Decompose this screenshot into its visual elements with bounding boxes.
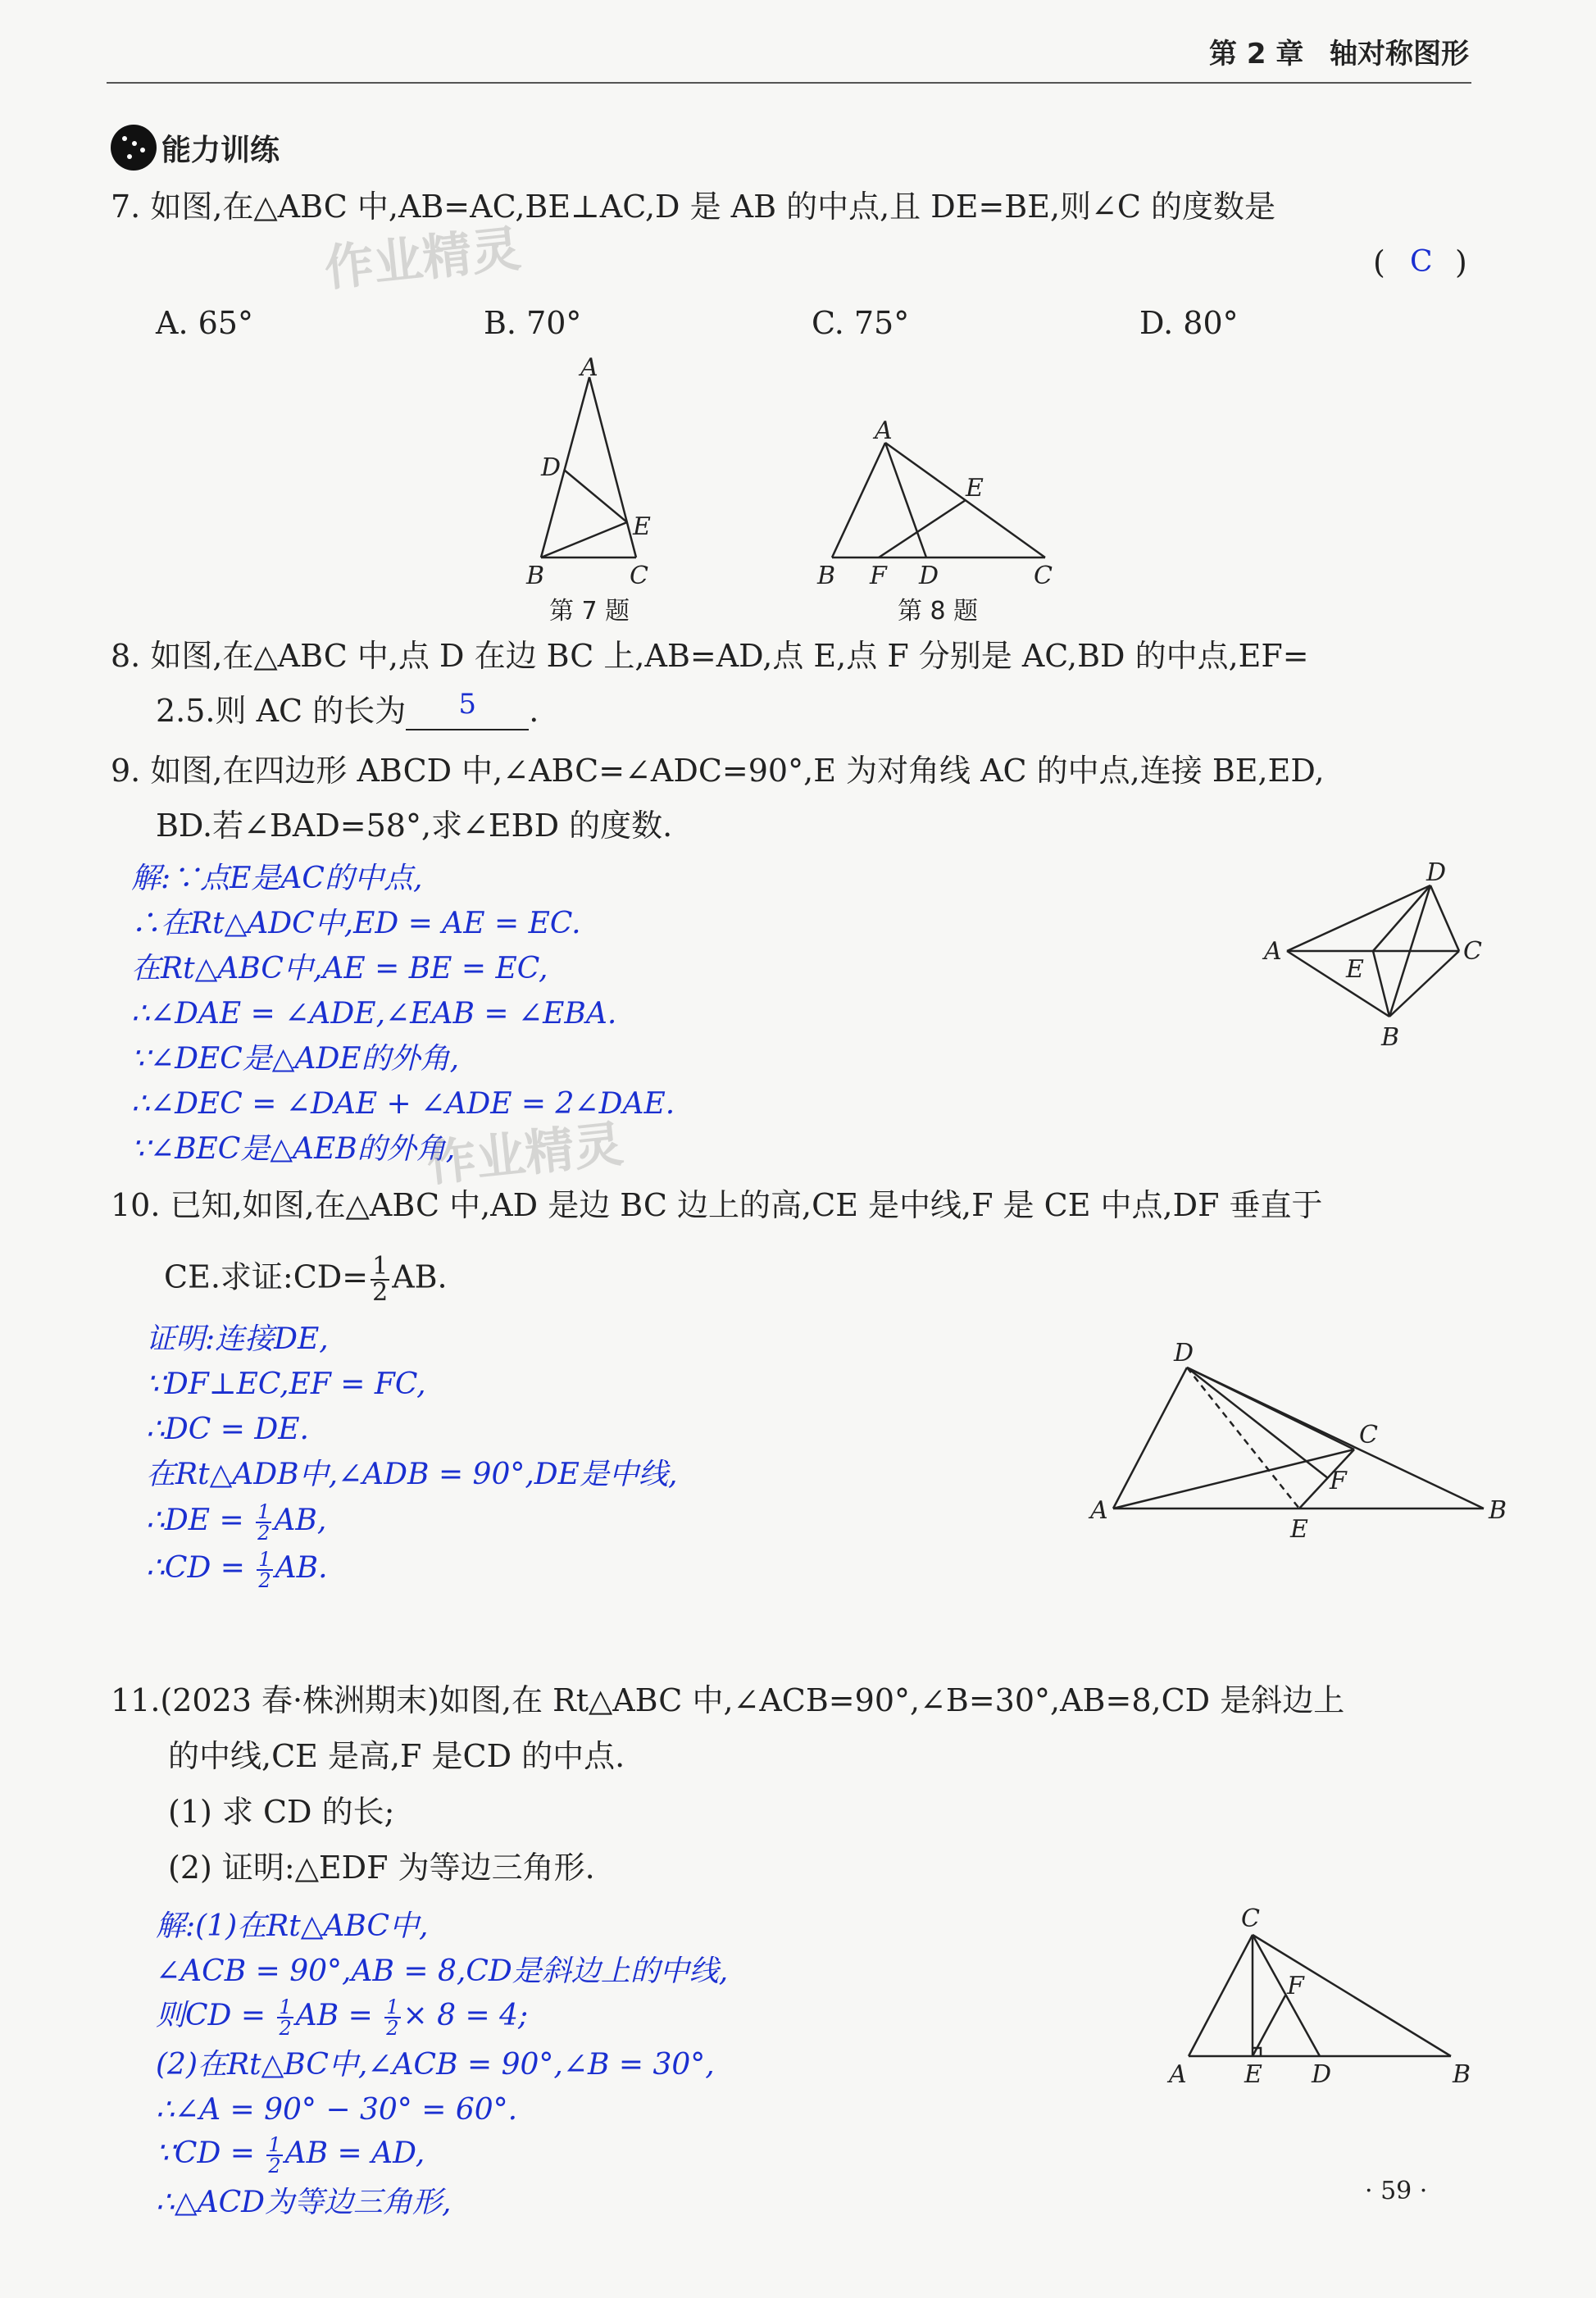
q10-sol-5-before: ∴DE = xyxy=(146,1504,254,1537)
q8-label-c: C xyxy=(1034,562,1053,590)
q11-part2: (2) 证明:△EDF 为等边三角形. xyxy=(168,1850,595,1886)
q7-figure xyxy=(508,353,689,590)
q11-stem: 11.(2023 春·株洲期末)如图,在 Rt△ABC 中,∠ACB=90°,∠B=30°,AB=8,CD 是斜边上 xyxy=(111,1682,1345,1718)
q10-sol-6-num: 1 xyxy=(258,1548,271,1571)
q11-sol-3-num2: 1 xyxy=(386,1995,399,2018)
q10-line-da xyxy=(1113,1367,1187,1508)
q11-part1: (1) 求 CD 的长; xyxy=(168,1794,395,1830)
q10-sol-5 xyxy=(146,1502,326,1543)
q8-blank xyxy=(406,687,529,730)
q11-sol-4: (2)在Rt△BC中,∠ACB = 90°,∠B = 30°, xyxy=(156,2048,715,2082)
q10-frac-num: 1 xyxy=(372,1252,389,1281)
q11-label-f: F xyxy=(1287,1972,1304,2000)
q7-label-b: B xyxy=(526,562,545,590)
q11-sol-1: 解:(1)在Rt△ABC中, xyxy=(156,1909,429,1943)
section-heading xyxy=(111,121,280,174)
q11-label-b: B xyxy=(1453,2060,1471,2089)
q7-choice-b: B. 70° xyxy=(484,305,582,341)
q11-sol-3-after: × 8 = 4; xyxy=(402,1999,529,2032)
q11-sol-7: ∴△ACD为等边三角形, xyxy=(156,2186,452,2219)
tree-icon xyxy=(111,125,157,171)
q11-sol-6-before: ∵CD = xyxy=(156,2136,265,2170)
q10-label-e: E xyxy=(1290,1515,1308,1541)
q7-stem: 7. 如图,在△ABC 中,AB=AC,BE⊥AC,D 是 AB 的中点,且 DE=BE,则∠C 的度数是 xyxy=(111,189,1276,225)
q10-sol-6-after: AB. xyxy=(275,1551,328,1585)
q7-label-a: A xyxy=(580,353,598,382)
q11-sol-6-frac xyxy=(266,2135,282,2176)
q10-sol-4: 在Rt△ADB中,∠ADB = 90°,DE是中线, xyxy=(146,1458,678,1491)
chapter-title: 轴对称图形 xyxy=(1330,38,1469,71)
q9-label-d: D xyxy=(1426,861,1447,887)
q11-sol-3 xyxy=(156,1997,528,2038)
q11-sol-2: ∠ACB = 90°,AB = 8,CD是斜边上的中线, xyxy=(156,1954,729,1988)
q11-sol-3-before: 则CD = xyxy=(156,1999,275,2032)
q10-label-a: A xyxy=(1090,1496,1108,1525)
q7-paren-right: ) xyxy=(1455,244,1467,280)
q10-sol-6-frac xyxy=(257,1549,272,1590)
q7-paren-left: ( xyxy=(1373,244,1385,280)
q9-sol-2: ∴在Rt△ADC中,ED = AE = EC. xyxy=(131,907,581,940)
q10-fraction xyxy=(371,1254,389,1305)
q11-sol-3-den1: 2 xyxy=(279,2017,292,2040)
q11-label-a: A xyxy=(1169,2060,1187,2089)
q7-choice-d: D. 80° xyxy=(1139,305,1239,341)
q11-sol-6-den: 2 xyxy=(268,2155,281,2177)
q11-label-d: D xyxy=(1312,2060,1332,2089)
q8-stem-line2 xyxy=(156,687,539,730)
q10-sol-5-after: AB, xyxy=(274,1504,327,1537)
q11-sol-3-den2: 2 xyxy=(386,2017,399,2040)
q8-label-a: A xyxy=(875,416,893,445)
q8-stem-after: . xyxy=(529,693,539,729)
q9-stem-line2: BD.若∠BAD=58°,求∠EBD 的度数. xyxy=(156,808,673,844)
q9-sol-7: ∵∠BEC是△AEB的外角, xyxy=(131,1132,456,1166)
page-number: · 59 · xyxy=(1365,2177,1428,2205)
q7-label-c: C xyxy=(630,562,648,590)
q11-sol-3-frac1 xyxy=(277,1997,293,2038)
q11-sol-6-num: 1 xyxy=(268,2133,281,2156)
q9-line-dc xyxy=(1430,885,1459,951)
q7-choice-c: C. 75° xyxy=(812,305,910,341)
q8-line-ab xyxy=(832,443,885,557)
q10-figure xyxy=(1082,1328,1525,1541)
q10-frac-den: 2 xyxy=(372,1278,389,1307)
q8-label-e: E xyxy=(966,474,984,503)
q9-label-e: E xyxy=(1346,955,1364,984)
q10-sol-5-num: 1 xyxy=(257,1500,271,1523)
q11-line-cb xyxy=(1253,1935,1451,2056)
q11-sol-5: ∴∠A = 90° − 30° = 60°. xyxy=(156,2093,518,2127)
q11-line-ca xyxy=(1189,1935,1253,2056)
q9-stem: 9. 如图,在四边形 ABCD 中,∠ABC=∠ADC=90°,E 为对角线 AC 的中点,连接 BE,ED, xyxy=(111,753,1325,789)
q11-sol-3-mid: AB = xyxy=(295,1999,383,2032)
q11-sol-6-after: AB = AD, xyxy=(284,2136,425,2170)
q8-figure xyxy=(816,410,1078,590)
q10-line-dc xyxy=(1187,1367,1354,1449)
q9-line-ad xyxy=(1287,885,1430,951)
header-rule xyxy=(107,82,1471,84)
q8-stem: 8. 如图,在△ABC 中,点 D 在边 BC 上,AB=AD,点 E,点 F 分别是 AC,BD 的中点,EF= xyxy=(111,638,1309,674)
q10-sol-1: 证明:连接DE, xyxy=(146,1322,329,1356)
q10-stem-before: CE.求证:CD= xyxy=(164,1258,369,1295)
q9-sol-6: ∴∠DEC = ∠DAE + ∠ADE = 2∠DAE. xyxy=(131,1087,675,1121)
q10-line-df xyxy=(1187,1367,1328,1478)
q7-line-ac xyxy=(589,377,636,557)
q10-sol-2: ∵DF⊥EC,EF = FC, xyxy=(146,1367,426,1401)
q9-sol-1: 解:∵点E是AC的中点, xyxy=(131,862,423,895)
section-title: 能力训练 xyxy=(161,133,280,167)
q10-sol-6 xyxy=(146,1549,328,1590)
q9-label-a: A xyxy=(1264,937,1282,966)
q10-label-b: B xyxy=(1489,1496,1507,1525)
q10-stem: 10. 已知,如图,在△ABC 中,AD 是边 BC 边上的高,CE 是中线,F 是 CE 中点,DF 垂直于 xyxy=(111,1187,1323,1223)
q10-sol-3: ∴DC = DE. xyxy=(146,1413,309,1446)
q10-label-c: C xyxy=(1359,1421,1378,1449)
q10-line-ac xyxy=(1113,1449,1354,1508)
q7-line-be xyxy=(541,522,627,557)
q9-figure xyxy=(1254,861,1484,1058)
q9-line-ed xyxy=(1373,885,1430,951)
chapter-label: 第 2 章 xyxy=(1209,38,1304,71)
q10-sol-5-frac xyxy=(256,1502,271,1543)
q10-sol-6-before: ∴CD = xyxy=(146,1551,255,1585)
q9-label-b: B xyxy=(1381,1023,1400,1052)
q7-label-d: D xyxy=(541,453,562,482)
q9-sol-3: 在Rt△ABC中,AE = BE = EC, xyxy=(131,952,548,985)
q8-label-f: F xyxy=(870,562,887,590)
q10-label-d: D xyxy=(1174,1339,1194,1367)
q10-stem-after: AB. xyxy=(392,1258,448,1295)
q11-label-e: E xyxy=(1244,2060,1262,2089)
q10-sol-6-den: 2 xyxy=(258,1569,271,1592)
q8-caption: 第 8 题 xyxy=(898,597,979,626)
q8-stem-before: 2.5.则 AC 的长为 xyxy=(156,693,407,729)
q9-sol-4: ∴∠DAE = ∠ADE,∠EAB = ∠EBA. xyxy=(131,997,617,1031)
q7-label-e: E xyxy=(633,512,651,541)
q11-sol-3-num1: 1 xyxy=(279,1995,292,2018)
q7-answer: C xyxy=(1410,245,1433,279)
q8-label-b: B xyxy=(817,562,836,590)
q7-choice-a: A. 65° xyxy=(156,305,253,341)
q9-label-c: C xyxy=(1463,937,1482,966)
q11-figure xyxy=(1156,1902,1500,2091)
watermark: 作业精灵 xyxy=(321,220,524,298)
q10-label-f: F xyxy=(1330,1467,1347,1495)
q8-label-d: D xyxy=(919,562,939,590)
q11-sol-6 xyxy=(156,2135,425,2176)
watermark-2: 作业精灵 xyxy=(424,1115,626,1194)
q11-stem-line2: 的中线,CE 是高,F 是CD 的中点. xyxy=(168,1738,625,1774)
q10-stem-line2 xyxy=(164,1254,448,1305)
q10-sol-5-den: 2 xyxy=(257,1522,271,1545)
q9-sol-5: ∵∠DEC是△ADE的外角, xyxy=(131,1042,460,1076)
q11-label-c: C xyxy=(1241,1904,1260,1933)
q9-line-ba xyxy=(1287,951,1389,1017)
q11-sol-3-frac2 xyxy=(384,1997,400,2038)
q7-caption: 第 7 题 xyxy=(549,597,630,626)
q8-answer: 5 xyxy=(458,687,477,721)
q7-line-de xyxy=(564,470,627,522)
